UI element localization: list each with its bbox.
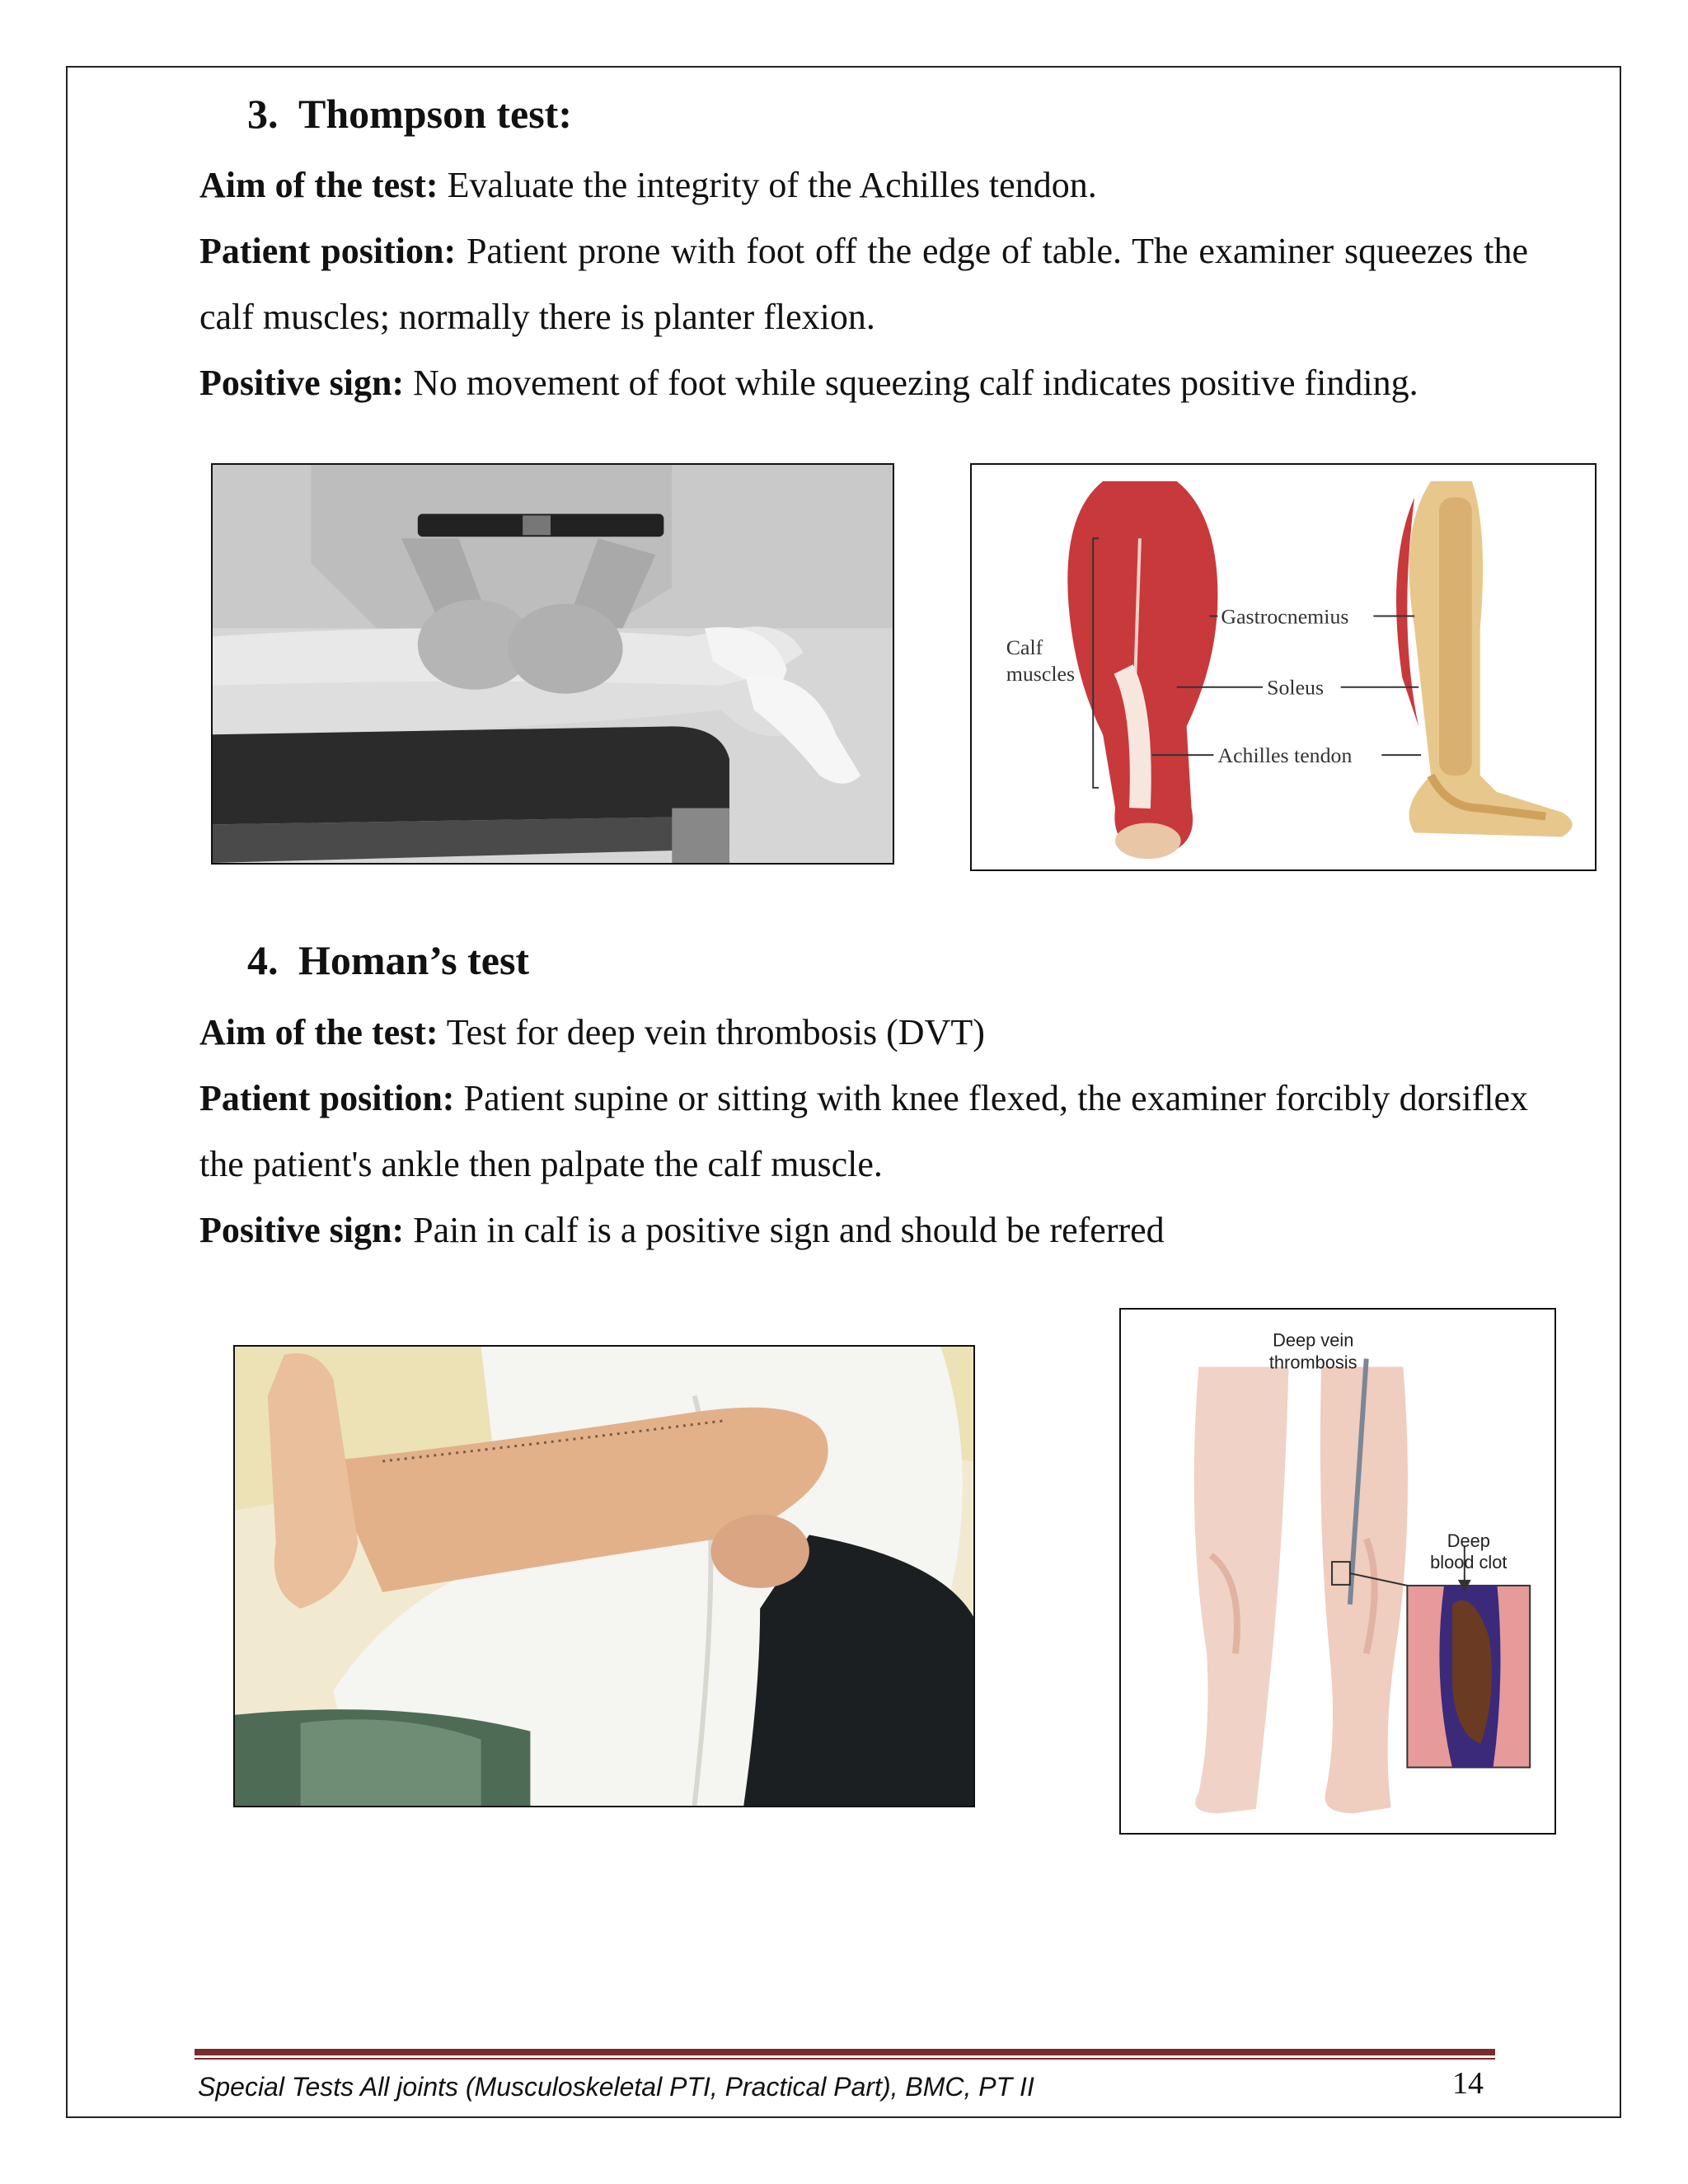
section-title: Thompson test: — [298, 91, 572, 137]
positive-text: No movement of foot while squeezing calf indicates positive finding. — [404, 363, 1418, 403]
dvt-title-line1: Deep vein — [1273, 1329, 1354, 1351]
footer-rule-thin — [195, 2058, 1495, 2060]
section-title: Homan’s test — [298, 937, 530, 983]
dvt-illustration — [1121, 1310, 1554, 1833]
homans-positive — [199, 1197, 1528, 1263]
section-number: 4. — [247, 937, 279, 983]
section-heading-homans — [247, 935, 529, 985]
positive-label: Positive sign: — [199, 1210, 405, 1250]
page-number: 14 — [1452, 2066, 1484, 2101]
muscles-label: muscles — [1006, 661, 1076, 686]
positive-text: Pain in calf is a positive sign and should be referred — [404, 1210, 1165, 1250]
section-number: 3. — [247, 91, 279, 137]
position-text: Patient prone with foot off the edge of table. The examiner squeezes the calf muscles; normally there is planter flexion. — [199, 231, 1528, 337]
footer-rule — [195, 2049, 1495, 2055]
homans-position — [199, 1066, 1528, 1197]
homans-aim — [199, 1000, 1528, 1066]
thompson-positive — [199, 350, 1528, 416]
homans-photo-illustration — [235, 1347, 973, 1806]
gastrocnemius-label: Gastrocnemius — [1221, 604, 1349, 629]
positive-label: Positive sign: — [199, 363, 405, 403]
thompson-aim — [199, 152, 1528, 218]
aim-text: Test for deep vein thrombosis (DVT) — [438, 1012, 985, 1052]
clot-label-line2: blood clot — [1430, 1552, 1507, 1573]
aim-label: Aim of the test: — [199, 1012, 438, 1052]
soleus-label: Soleus — [1267, 675, 1325, 700]
dvt-title-line2: thrombosis — [1268, 1352, 1357, 1373]
thompson-position — [199, 218, 1528, 350]
dvt-figure — [1119, 1308, 1556, 1835]
aim-text: Evaluate the integrity of the Achilles tendon. — [438, 165, 1097, 205]
section-heading-thompson — [247, 89, 572, 138]
calf-anatomy-figure — [970, 463, 1597, 871]
clot-label-line1: Deep — [1447, 1530, 1490, 1552]
footer-text: Special Tests All joints (Musculoskeletal PTI, Practical Part), BMC, PT II — [198, 2072, 1034, 2102]
aim-label: Aim of the test: — [199, 165, 438, 205]
homans-photo — [233, 1345, 975, 1807]
position-text: Patient supine or sitting with knee flexed, the examiner forcibly dorsiflex the patient's ankle then palpate the calf muscle. — [199, 1078, 1528, 1184]
position-label: Patient position: — [199, 231, 457, 271]
calf-label: Calf — [1006, 635, 1043, 660]
thompson-photo — [211, 463, 894, 865]
achilles-tendon-label: Achilles tendon — [1217, 743, 1353, 768]
position-label: Patient position: — [199, 1078, 455, 1118]
thompson-photo-illustration — [213, 465, 893, 863]
calf-anatomy-illustration — [972, 465, 1595, 869]
